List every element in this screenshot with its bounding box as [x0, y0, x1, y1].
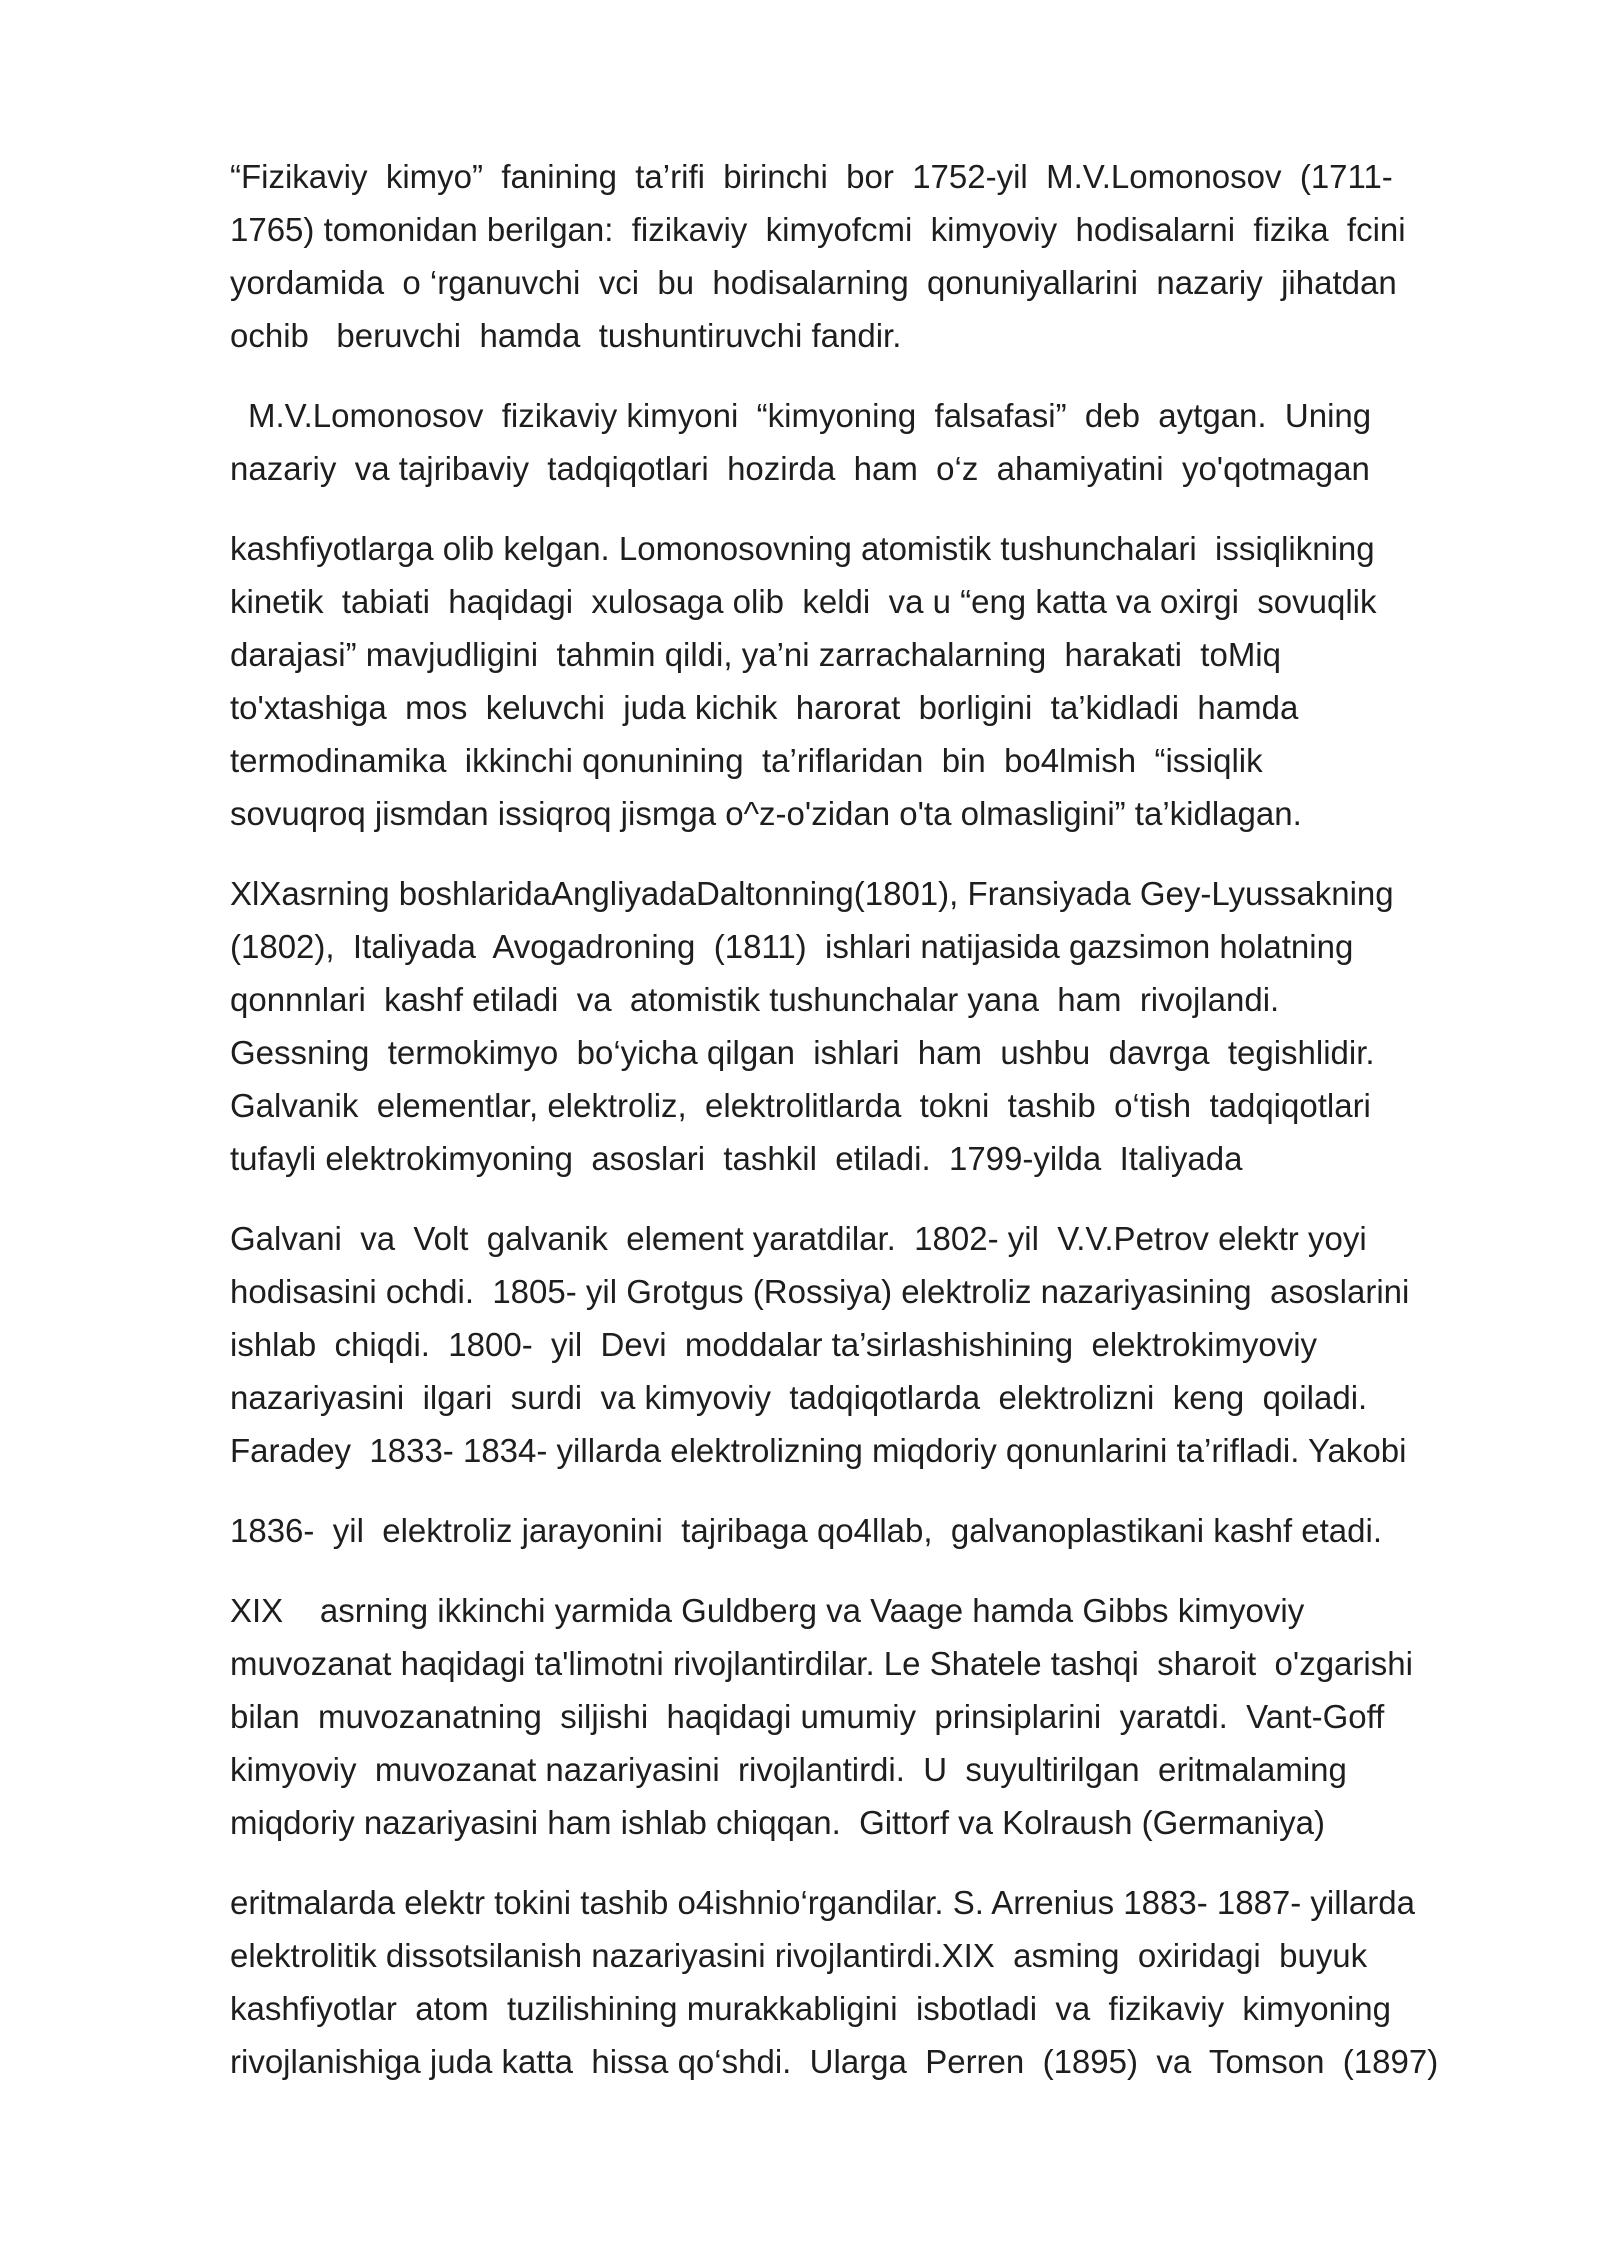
- text-line: miqdoriy nazariyasini ham ishlab chiqqan. Gittorf va Kolraush (Germaniya): [230, 1804, 1325, 1841]
- text-line: 1836- yil elektroliz jarayonini tajribaga qo4llab, galvanoplastikani kashf etadi.: [230, 1512, 1383, 1549]
- text-line: ishlab chiqdi. 1800- yil Devi moddalar ta’sirlashishining elektrokimyoviy: [230, 1326, 1318, 1363]
- text-line: Faradey 1833- 1834- yillarda elektrolizning miqdoriy qonunlarini ta’rifladi. Yakobi: [230, 1432, 1407, 1469]
- text-line: tufayli elektrokimyoning asoslari tashkil etiladi. 1799-yilda Italiyada: [230, 1140, 1243, 1177]
- text-line: ochib beruvchi hamda tushuntiruvchi fandir.: [230, 317, 902, 354]
- text-line: eritmalarda elektr tokini tashib o4ishnio‘rgandilar. S. Arrenius 1883- 1887- yillarda: [230, 1884, 1415, 1921]
- paragraph-gap: [230, 1185, 1510, 1212]
- paragraph-galvani: [230, 1212, 1510, 1477]
- paragraph-definition: [230, 150, 1510, 362]
- paragraph-lomonosov: [230, 389, 1510, 442]
- paragraph-xix-ikkinchi-yarmi: [230, 1584, 1510, 1849]
- paragraph-gap: [230, 495, 1510, 522]
- text-line: kashfiyotlar atom tuzilishining murakkabligini isbotladi va fizikaviy kimyoning: [230, 1990, 1391, 2027]
- text-line: kimyoviy muvozanat nazariyasini rivojlantirdi. U suyultirilgan eritmalaming: [230, 1751, 1347, 1788]
- paragraph-gap: [230, 1477, 1510, 1504]
- paragraph-xix-asr: [230, 867, 1510, 1185]
- text-line: XIX asrning ikkinchi yarmida Guldberg va Vaage hamda Gibbs kimyoviy: [230, 1592, 1305, 1629]
- text-line: nazariyasini ilgari surdi va kimyoviy tadqiqotlarda elektrolizni keng qoiladi.: [230, 1379, 1368, 1416]
- text-line: Gessning termokimyo bo‘yicha qilgan ishlari ham ushbu davrga tegishlidir.: [230, 1034, 1375, 1071]
- paragraph-kashfiyotlar: [230, 522, 1510, 840]
- text-line: nazariy va tajribaviy tadqiqotlari hozirda ham o‘z ahamiyatini yo'qotmagan: [230, 450, 1370, 487]
- text-line: sovuqroq jismdan issiqroq jismga o^z-o'zidan o'ta olmasligini” ta’kidlagan.: [230, 795, 1302, 832]
- text-line: XlXasrning boshlaridaAngliyadaDaltonning(1801), Fransiyada Gey-Lyussakning: [230, 875, 1394, 912]
- text-line: muvozanat haqidagi ta'limotni rivojlantirdilar. Le Shatele tashqi sharoit o'zgarishi: [230, 1645, 1413, 1682]
- text-line: Galvanik elementlar, elektroliz, elektrolitlarda tokni tashib o‘tish tadqiqotlari: [230, 1087, 1371, 1124]
- paragraph-yakobi: [230, 1504, 1510, 1557]
- paragraph-gap: [230, 1849, 1510, 1876]
- text-line: elektrolitik dissotsilanish nazariyasini rivojlantirdi.XIX asming oxiridagi buyuk: [230, 1937, 1368, 1974]
- text-line: rivojlanishiga juda katta hissa qo‘shdi. Ularga Perren (1895) va Tomson (1897): [230, 2043, 1439, 2080]
- text-line: hodisasini ochdi. 1805- yil Grotgus (Rossiya) elektroliz nazariyasining asoslarini: [230, 1273, 1410, 1310]
- text-line: to'xtashiga mos keluvchi juda kichik harorat borligini ta’kidladi hamda: [230, 689, 1299, 726]
- paragraph-gap: [230, 1557, 1510, 1584]
- text-line: 1765) tomonidan berilgan: fizikaviy kimyofcmi kimyoviy hodisalarni fizika fcini: [230, 211, 1406, 248]
- text-line: yordamida o ‘rganuvchi vci bu hodisalarning qonuniyallarini nazariy jihatdan: [230, 264, 1397, 301]
- text-line: (1802), Italiyada Avogadroning (1811) ishlari natijasida gazsimon holatning: [230, 928, 1354, 965]
- text-line: kinetik tabiati haqidagi xulosaga olib keldi va u “eng katta va oxirgi sovuqlik: [230, 583, 1377, 620]
- text-line: Galvani va Volt galvanik element yaratdilar. 1802- yil V.V.Petrov elektr yoyi: [230, 1220, 1367, 1257]
- paragraph-lomonosov-cont: [230, 442, 1510, 495]
- text-line: bilan muvozanatning siljishi haqidagi umumiy prinsiplarini yaratdi. Vant-Goff: [230, 1698, 1385, 1735]
- text-line: darajasi” mavjudligini tahmin qildi, ya’ni zarrachalarning harakati toMiq: [230, 636, 1281, 673]
- text-line: “Fizikaviy kimyo” fanining ta’rifi birinchi bor 1752-yil M.V.Lomonosov (1711-: [230, 158, 1393, 195]
- text-line: termodinamika ikkinchi qonunining ta’riflaridan bin bo4lmish “issiqlik: [230, 742, 1263, 779]
- text-line: qonnnlari kashf etiladi va atomistik tushunchalar yana ham rivojlandi.: [230, 981, 1280, 1018]
- text-line: M.V.Lomonosov fizikaviy kimyoni “kimyoning falsafasi” deb aytgan. Uning: [248, 397, 1372, 434]
- document-body: [230, 150, 1510, 2088]
- paragraph-gap: [230, 362, 1510, 389]
- paragraph-arrenius: [230, 1876, 1510, 2088]
- text-line: kashfiyotlarga olib kelgan. Lomonosovning atomistik tushunchalari issiqlikning: [230, 530, 1375, 567]
- paragraph-gap: [230, 840, 1510, 867]
